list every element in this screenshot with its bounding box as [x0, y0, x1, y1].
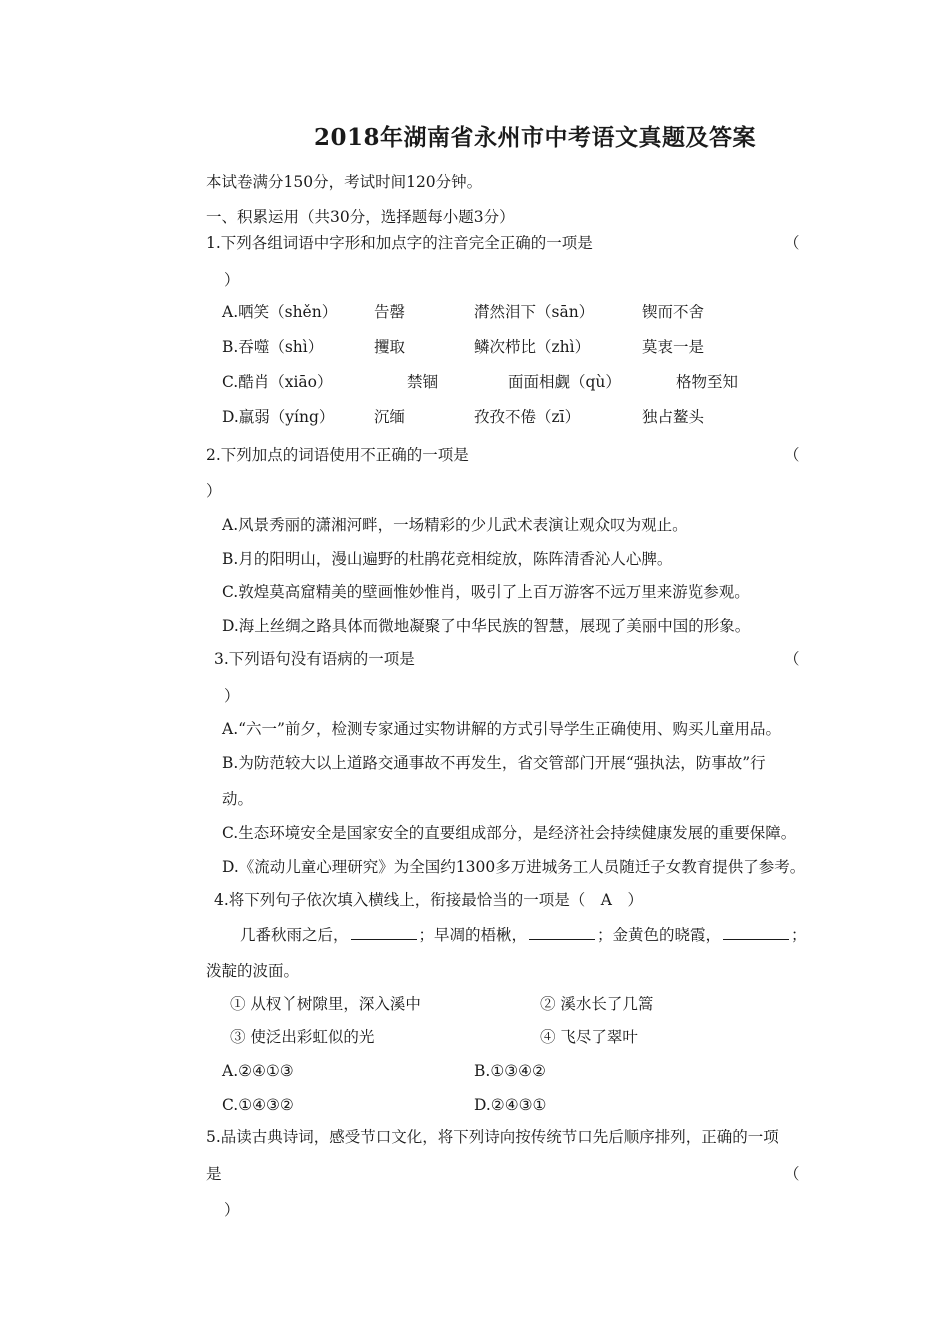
q2-option-d: D.海上丝绸之路具体而微地凝聚了中华民族的智慧，展现了美丽中国的形象。 — [222, 617, 751, 635]
q1-row-d-3: 孜孜不倦（zī） — [474, 408, 581, 426]
q1-row-a-4: 锲而不舍 — [642, 303, 705, 321]
q3-option-b-cont: 动。 — [222, 790, 254, 808]
q1-row-c-2: 禁锢 — [407, 373, 439, 391]
q4-sentence-part-4: ； — [791, 926, 807, 944]
q2-option-a: A.风景秀丽的潇湘河畔，一场精彩的少儿武术表演让观众叹为观止。 — [222, 516, 688, 534]
q3-option-c: C.生态环境安全是国家安全的直要组成部分，是经济社会持续健康发展的重要保障。 — [222, 824, 797, 842]
q4-item-4: ④ 飞尽了翠叶 — [540, 1028, 638, 1046]
q1-row-b-1: B.吞噬（shì） — [222, 338, 324, 356]
q1-row-a-3: 潸然泪下（sān） — [474, 303, 595, 321]
q1-row-b-3: 鳞次栉比（zhì） — [474, 338, 591, 356]
q1-row-b-2: 攫取 — [374, 338, 406, 356]
q5-stem: 5.品读古典诗词，感受节口文化，将下列诗向按传统节口先后顺序排列，正确的一项 — [206, 1128, 779, 1146]
q4-answer-d: D.②④③① — [474, 1096, 547, 1114]
q4-blank-2 — [529, 925, 595, 940]
q4-answer-b: B.①③④② — [474, 1062, 546, 1080]
q3-paren-open: （ — [784, 650, 800, 668]
q3-option-a: A.“六一”前夕，检测专家通过实物讲解的方式引导学生正确使用、购买儿童用品。 — [222, 720, 781, 738]
q4-stem: 4.将下列句子依次填入横线上，衔接最恰当的一项是（ A ） — [214, 891, 643, 909]
q2-option-b: B.月的阳明山，漫山遍野的杜鹃花竞相绽放，陈阵清香沁人心脾。 — [222, 550, 673, 568]
q1-row-d-4: 独占鳌头 — [642, 408, 705, 426]
q1-row-a-2: 告罄 — [374, 303, 406, 321]
q5-stem-cont: 是 — [206, 1165, 222, 1183]
q4-answer-c: C.①④③② — [222, 1096, 294, 1114]
intro-text: 本试卷满分150分，考试时间120分钟。 — [206, 173, 483, 191]
q1-stem: 1.下列各组词语中字形和加点字的注音完全正确的一项是 — [206, 234, 593, 252]
q3-paren-close: ） — [224, 687, 240, 705]
q4-sentence-part-1: 几番秋雨之后， — [240, 926, 349, 944]
q2-paren-open: （ — [784, 446, 800, 464]
q4-sentence-part-3: ；金黄色的晓霞， — [597, 926, 722, 944]
q1-row-d-1: D.羸弱（yíng） — [222, 408, 335, 426]
q1-row-c-3: 面面相觑（qù） — [508, 373, 621, 391]
q4-answer-a: A.②④①③ — [222, 1062, 294, 1080]
q4-sentence-cont: 泼靛的波面。 — [206, 962, 300, 980]
q2-stem: 2.下列加点的词语使用不正确的一项是 — [206, 446, 469, 464]
q2-paren-close: ） — [206, 482, 222, 500]
section-heading: 一、积累运用（共30分，选择题每小题3分） — [206, 208, 515, 226]
q4-blank-3 — [723, 925, 789, 940]
q4-item-2: ② 溪水长了几篙 — [540, 995, 654, 1013]
q1-row-b-4: 莫衷一是 — [642, 338, 705, 356]
q1-row-d-2: 沉缅 — [374, 408, 406, 426]
q1-row-c-4: 格物至知 — [676, 373, 739, 391]
q1-row-c-1: C.酷肖（xiāo） — [222, 373, 333, 391]
q3-option-d: D.《流动儿童心理研究》为全国约1300多万进城务工人员随迁子女教育提供了参考。 — [222, 858, 806, 876]
q1-row-a-1: A.哂笑（shěn） — [222, 303, 338, 321]
q4-item-3: ③ 使泛出彩虹似的光 — [230, 1028, 375, 1046]
q4-sentence — [240, 925, 807, 945]
q3-stem: 3.下列语句没有语病的一项是 — [214, 650, 415, 668]
q2-option-c: C.敦煌莫高窟精美的壁画惟妙惟肖，吸引了上百万游客不远万里来游览参观。 — [222, 583, 750, 601]
q5-paren-close: ） — [224, 1201, 240, 1219]
q4-item-1: ① 从杈丫树隙里，深入溪中 — [230, 995, 421, 1013]
q1-paren-close: ） — [224, 271, 240, 289]
q5-paren-open: （ — [784, 1165, 800, 1183]
page-title: 2018年湖南省永州市中考语文真题及答案 — [313, 124, 756, 151]
q4-sentence-part-2: ；早凋的梧楸， — [418, 926, 528, 944]
q3-option-b: B.为防范较大以上道路交通事故不再发生，省交管部门开展“强执法，防事故”行 — [222, 754, 766, 772]
q4-blank-1 — [351, 925, 417, 940]
q1-paren-open: （ — [784, 234, 800, 252]
